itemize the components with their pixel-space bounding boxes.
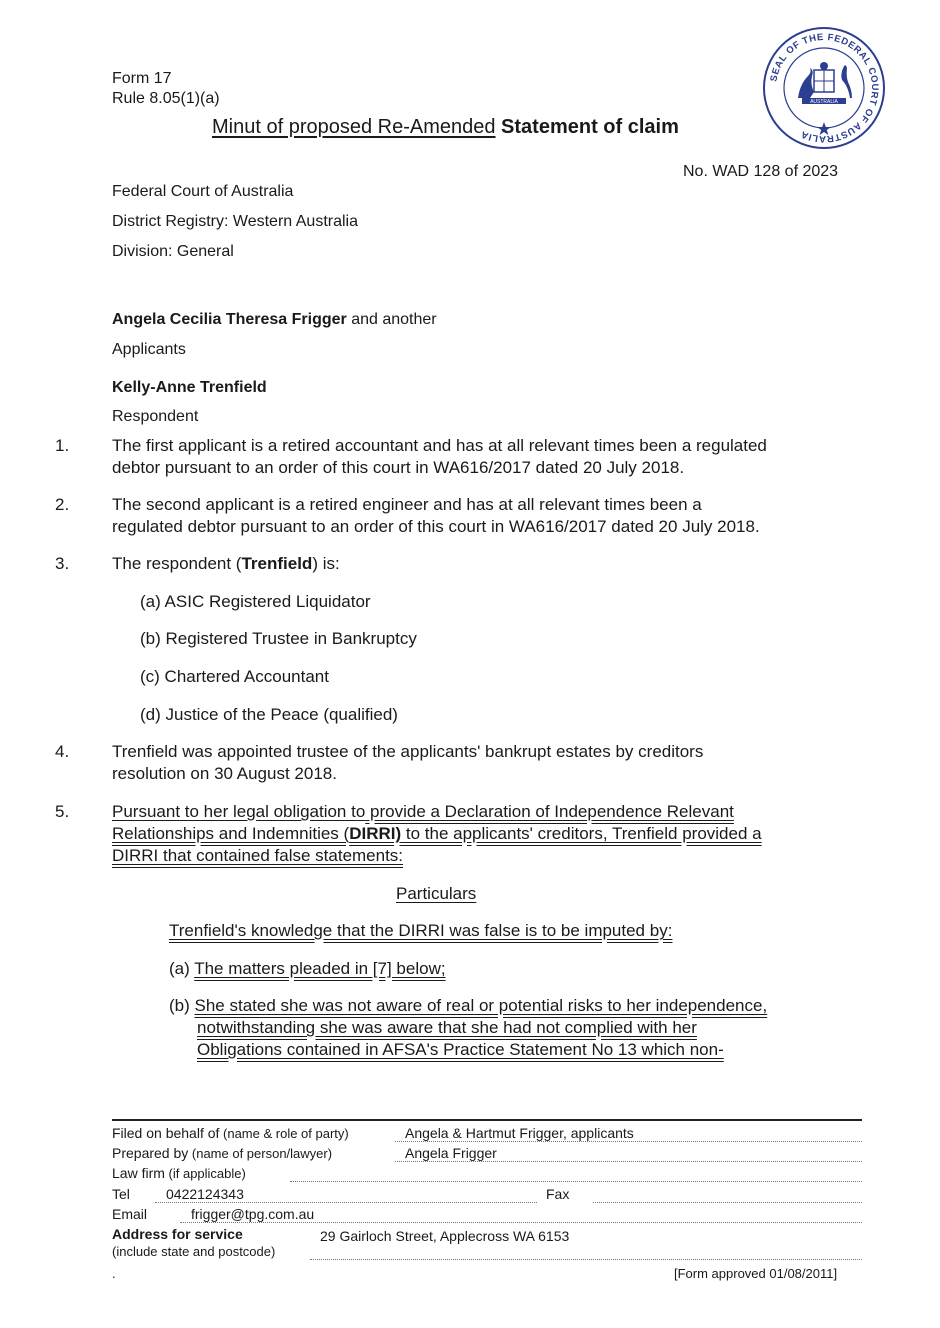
address-for-service-label: Address for service — [112, 1226, 243, 1242]
paragraph-4-line-1: Trenfield was appointed trustee of the applicants' bankrupt estates by creditors — [112, 742, 704, 761]
address-hint: (include state and postcode) — [112, 1244, 276, 1259]
field-underline — [155, 1202, 537, 1203]
division: Division: General — [112, 243, 234, 260]
inserted-text: Pursuant to her legal obligation to — [112, 802, 366, 821]
form-approved-note: [Form approved 01/08/2011] — [674, 1266, 838, 1281]
paragraph-4-line-2: resolution on 30 August 2018. — [112, 764, 337, 783]
respondent-qualification: (b) Registered Trustee in Bankruptcy — [140, 629, 417, 648]
email-label: Email — [112, 1206, 148, 1222]
filed-on-behalf-value: Angela & Hartmut Frigger, applicants — [405, 1125, 634, 1141]
fax-label: Fax — [546, 1186, 570, 1202]
court-name: Federal Court of Australia — [112, 183, 294, 200]
paragraph-number: 3. — [55, 554, 70, 573]
title-main: Statement of claim — [495, 116, 679, 138]
address-for-service-value: 29 Gairloch Street, Applecross WA 6153 — [320, 1228, 570, 1244]
label-hint: (if applicable) — [164, 1166, 246, 1181]
respondent-qualification: (c) Chartered Accountant — [140, 667, 329, 686]
label-text: Law firm — [112, 1165, 165, 1181]
case-number: No. WAD 128 of 2023 — [683, 163, 839, 180]
paragraph-number: 2. — [55, 495, 70, 514]
field-underline — [310, 1259, 862, 1260]
inserted-text: She stated she was not aware of real or potential risks to her independence, — [194, 996, 768, 1015]
paragraph-2-line-1: The second applicant is a retired engineer and has at all relevant times been a — [112, 495, 702, 514]
seal-banner-text: AUSTRALIA — [810, 99, 838, 105]
inserted-text: to the applicants' creditors, Trenfield provided a — [401, 824, 762, 843]
paragraph-3-intro — [112, 553, 340, 575]
law-firm-label — [112, 1164, 246, 1183]
paragraph-1-line-1: The first applicant is a retired accountant and has at all relevant times been a regulated — [112, 436, 767, 455]
form-rule: Rule 8.05(1)(a) — [112, 90, 220, 107]
field-underline — [395, 1161, 862, 1162]
paragraph-5-line-3: DIRRI that contained false statements: — [112, 846, 404, 865]
svg-text:SEAL OF THE FEDERAL COURT OF A: SEAL OF THE FEDERAL COURT OF AUSTRALIA — [768, 31, 881, 145]
email-value: frigger@tpg.com.au — [191, 1206, 315, 1222]
defined-term-trenfield: Trenfield — [241, 554, 313, 573]
paragraph-number: 4. — [55, 742, 70, 761]
footer-dot: . — [112, 1266, 116, 1281]
label-hint: (name of person/lawyer) — [188, 1146, 333, 1161]
label-text: Filed on behalf of — [112, 1125, 220, 1141]
particular-b-line-2: notwithstanding she was aware that she had not complied with her — [197, 1018, 697, 1037]
filed-on-behalf-label — [112, 1124, 349, 1143]
applicant-line — [112, 309, 437, 331]
particular-b — [169, 995, 767, 1017]
field-underline — [290, 1181, 862, 1182]
paragraph-number: 5. — [55, 802, 70, 821]
footer-divider — [112, 1119, 862, 1121]
field-underline — [593, 1202, 862, 1203]
field-underline — [395, 1141, 862, 1142]
prepared-by-label — [112, 1144, 332, 1163]
particulars-heading: Particulars — [396, 884, 477, 903]
applicant-role: Applicants — [112, 341, 186, 358]
document-title — [212, 116, 679, 139]
applicant-suffix: and another — [346, 311, 437, 328]
label-hint: (name & role of party) — [219, 1126, 349, 1141]
paragraph-3-post: ) is: — [312, 554, 340, 573]
paragraph-3-pre: The respondent ( — [112, 554, 242, 573]
particular-label: (b) — [169, 996, 195, 1015]
inserted-text: The matters pleaded in [7] below; — [194, 959, 446, 978]
paragraph-number: 1. — [55, 436, 70, 455]
respondent-qualification: (a) ASIC Registered Liquidator — [140, 592, 371, 611]
field-underline — [180, 1222, 862, 1223]
inserted-text: Relationships and Indemnities ( — [112, 824, 350, 843]
respondent-role: Respondent — [112, 408, 199, 425]
label-text: Prepared by — [112, 1145, 189, 1161]
paragraph-2-line-2: regulated debtor pursuant to an order of this court in WA616/2017 dated 20 July 2018. — [112, 517, 760, 536]
prepared-by-value: Angela Frigger — [405, 1145, 497, 1161]
federal-court-seal-icon — [762, 26, 886, 150]
defined-term-dirri: DIRRI) — [349, 824, 402, 843]
respondent-name: Kelly-Anne Trenfield — [112, 379, 267, 396]
title-amendment: Minut of proposed Re-Amended — [212, 116, 496, 138]
respondent-qualification: (d) Justice of the Peace (qualified) — [140, 705, 398, 724]
paragraph-1-line-2: debtor pursuant to an order of this court in WA616/2017 dated 20 July 2018. — [112, 458, 685, 477]
tel-label: Tel — [112, 1186, 130, 1202]
tel-value: 0422124343 — [166, 1186, 244, 1202]
paragraph-5-line-1 — [112, 801, 734, 823]
particular-b-line-3: Obligations contained in AFSA's Practice Statement No 13 which non- — [197, 1040, 724, 1059]
paragraph-5-line-2 — [112, 823, 762, 845]
inserted-text: provide a Declaration of Independence Relevant — [365, 802, 734, 821]
particular-label: (a) — [169, 959, 195, 978]
particular-a — [169, 958, 446, 980]
district-registry: District Registry: Western Australia — [112, 213, 358, 230]
applicant-name: Angela Cecilia Theresa Frigger — [112, 311, 347, 328]
particulars-intro: Trenfield's knowledge that the DIRRI was false is to be imputed by: — [169, 921, 673, 940]
form-number: Form 17 — [112, 70, 172, 87]
